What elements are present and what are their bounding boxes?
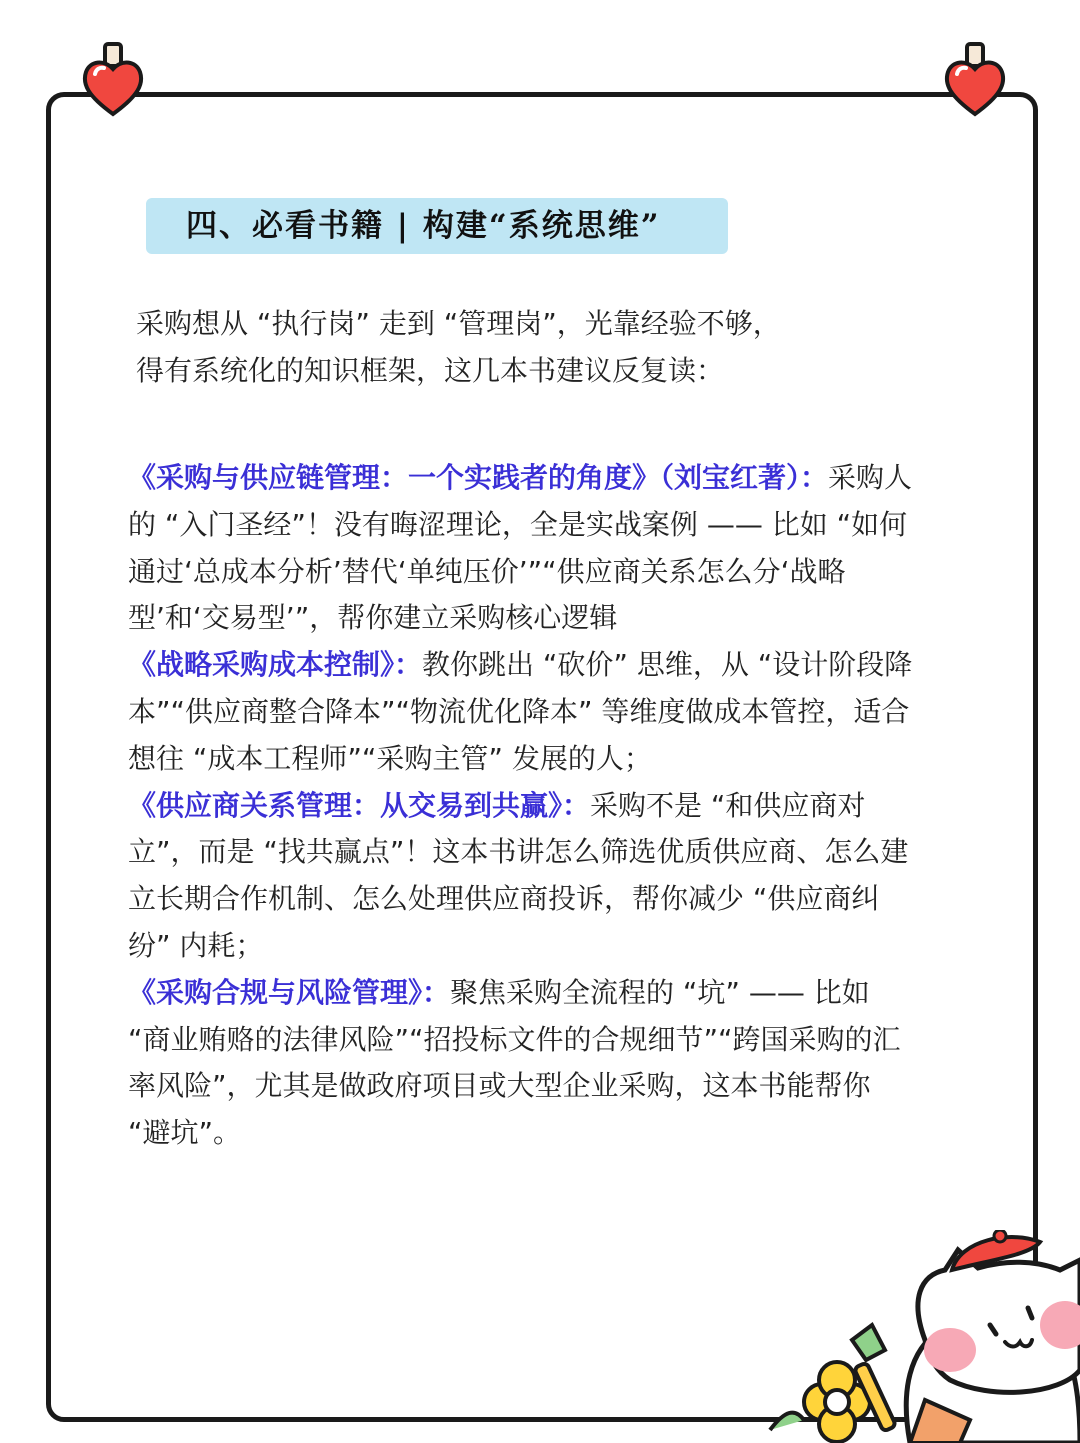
book-item <box>128 783 918 970</box>
book-list <box>128 455 918 1157</box>
book-description: 采购人的 “入门圣经”！没有晦涩理论，全是实战案例 —— 比如 “如何通过‘总成本分析’替代‘单纯压价’”“供应商关系怎么分‘战略型’和‘交易型’”，帮你建立采购核心逻辑 <box>128 461 913 635</box>
section-title: 四、必看书籍 | 构建“系统思维” <box>186 208 661 244</box>
book-item <box>128 642 918 782</box>
book-description: 聚焦采购全流程的 “坑” —— 比如 “商业贿赂的法律风险”“招投标文件的合规细节”“跨国采购的汇率风险”，尤其是做政府项目或大型企业采购，这本书能帮你 “避坑”。 <box>128 975 901 1150</box>
intro-line: 得有系统化的知识框架，这几本书建议反复读： <box>136 354 725 387</box>
book-item <box>128 455 918 642</box>
book-title: 《战略采购成本控制》： <box>128 648 423 682</box>
book-description: 采购不是 “和供应商对立”，而是 “找共赢点”！这本书讲怎么筛选优质供应商、怎么建立长期合作机制、怎么处理供应商投诉，帮你减少 “供应商纠纷” 内耗； <box>128 788 909 962</box>
heart-pin-icon <box>940 40 1010 120</box>
book-title: 《供应商关系管理：从交易到共赢》： <box>128 788 591 822</box>
book-description: 教你跳出 “砍价” 思维，从 “设计阶段降本”“供应商整合降本”“物流优化降本” 等维度做成本管控，适合想往 “成本工程师”“采购主管” 发展的人； <box>128 648 913 775</box>
book-title: 《采购与供应链管理：一个实践者的角度》（刘宝红著）： <box>128 461 829 494</box>
book-item <box>128 970 918 1157</box>
heart-pin-icon <box>78 40 148 120</box>
book-title: 《采购合规与风险管理》： <box>128 975 451 1009</box>
cat-mascot-icon <box>760 1230 1080 1443</box>
intro-line: 采购想从 “执行岗” 走到 “管理岗”，光靠经验不够， <box>136 307 781 340</box>
intro-paragraph <box>136 300 936 394</box>
